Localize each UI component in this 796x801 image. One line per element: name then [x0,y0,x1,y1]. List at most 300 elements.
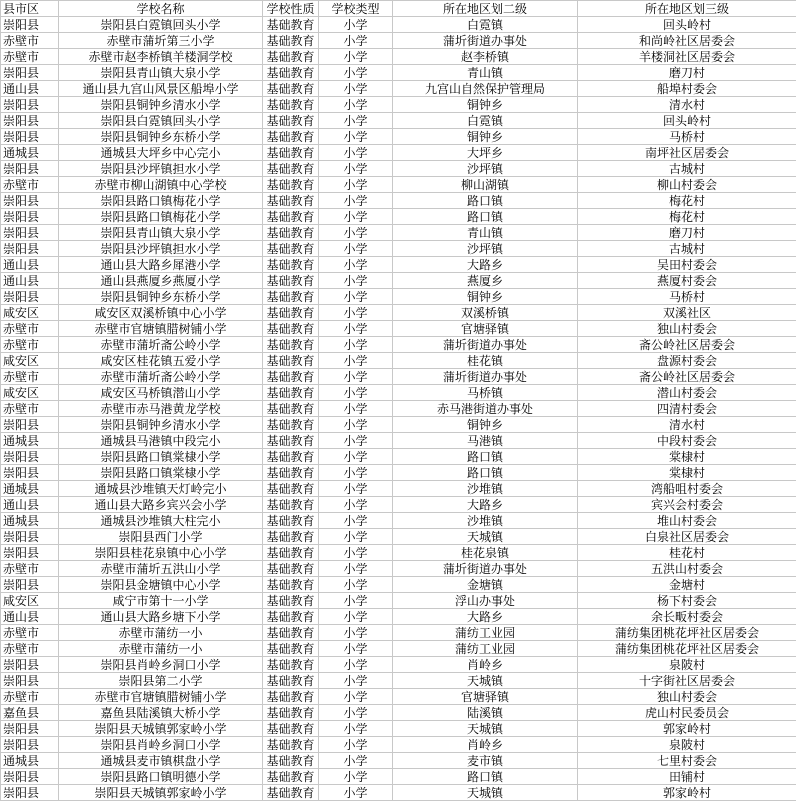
school-type-cell[interactable]: 小学 [319,97,393,113]
county-cell[interactable]: 赤壁市 [1,337,59,353]
region-level3-cell[interactable]: 回头岭村 [578,17,796,33]
region-level2-cell[interactable]: 铜钟乡 [393,97,578,113]
region-level2-cell[interactable]: 蒲纺工业园 [393,625,578,641]
region-level2-cell[interactable]: 蒲圻街道办事处 [393,337,578,353]
region-level3-cell[interactable]: 七里村委会 [578,753,796,769]
school-type-cell[interactable]: 小学 [319,401,393,417]
county-cell[interactable]: 咸安区 [1,353,59,369]
school-name-cell[interactable]: 通城县沙堆镇大柱完小 [59,513,263,529]
region-level2-cell[interactable]: 路口镇 [393,769,578,785]
region-level3-cell[interactable]: 斋公岭社区居委会 [578,369,796,385]
school-name-cell[interactable]: 崇阳县铜钟乡东桥小学 [59,129,263,145]
school-type-cell[interactable]: 小学 [319,641,393,657]
region-level3-cell[interactable]: 湾船咀村委会 [578,481,796,497]
region-level3-cell[interactable]: 马桥村 [578,129,796,145]
county-cell[interactable]: 咸安区 [1,385,59,401]
school-nature-cell[interactable]: 基础教育 [263,417,319,433]
school-nature-cell[interactable]: 基础教育 [263,673,319,689]
school-type-cell[interactable]: 小学 [319,273,393,289]
region-level3-cell[interactable]: 古城村 [578,161,796,177]
school-nature-cell[interactable]: 基础教育 [263,65,319,81]
region-level2-cell[interactable]: 铜钟乡 [393,129,578,145]
region-level3-cell[interactable]: 白泉社区居委会 [578,529,796,545]
county-cell[interactable]: 崇阳县 [1,449,59,465]
school-type-cell[interactable]: 小学 [319,129,393,145]
school-type-cell[interactable]: 小学 [319,625,393,641]
region-level3-cell[interactable]: 虎山村民委员会 [578,705,796,721]
school-nature-cell[interactable]: 基础教育 [263,449,319,465]
region-level3-cell[interactable]: 泉陂村 [578,737,796,753]
school-name-cell[interactable]: 赤壁市官塘镇腊树铺小学 [59,321,263,337]
county-cell[interactable]: 通山县 [1,609,59,625]
school-nature-cell[interactable]: 基础教育 [263,497,319,513]
county-cell[interactable]: 崇阳县 [1,721,59,737]
school-name-cell[interactable]: 赤壁市蒲圻第三小学 [59,33,263,49]
region-level3-cell[interactable]: 郭家岭村 [578,785,796,801]
region-level2-cell[interactable]: 蒲圻街道办事处 [393,369,578,385]
school-type-cell[interactable]: 小学 [319,785,393,801]
region-level3-cell[interactable]: 盘源村委会 [578,353,796,369]
county-cell[interactable]: 通山县 [1,497,59,513]
school-nature-cell[interactable]: 基础教育 [263,593,319,609]
county-cell[interactable]: 崇阳县 [1,161,59,177]
school-nature-cell[interactable]: 基础教育 [263,385,319,401]
region-level2-cell[interactable]: 金塘镇 [393,577,578,593]
region-level2-cell[interactable]: 蒲纺工业园 [393,641,578,657]
school-name-cell[interactable]: 崇阳县第二小学 [59,673,263,689]
school-type-cell[interactable]: 小学 [319,65,393,81]
region-level2-cell[interactable]: 青山镇 [393,65,578,81]
region-level3-cell[interactable]: 磨刀村 [578,65,796,81]
region-level3-cell[interactable]: 田铺村 [578,769,796,785]
school-type-cell[interactable]: 小学 [319,49,393,65]
school-nature-cell[interactable]: 基础教育 [263,529,319,545]
header-school-name[interactable]: 学校名称 [59,1,263,17]
region-level2-cell[interactable]: 浮山办事处 [393,593,578,609]
county-cell[interactable]: 嘉鱼县 [1,705,59,721]
county-cell[interactable]: 崇阳县 [1,225,59,241]
region-level3-cell[interactable]: 梅花村 [578,193,796,209]
school-name-cell[interactable]: 崇阳县桂花泉镇中心小学 [59,545,263,561]
school-nature-cell[interactable]: 基础教育 [263,193,319,209]
school-nature-cell[interactable]: 基础教育 [263,321,319,337]
region-level3-cell[interactable]: 五洪山村委会 [578,561,796,577]
school-type-cell[interactable]: 小学 [319,593,393,609]
county-cell[interactable]: 崇阳县 [1,465,59,481]
school-type-cell[interactable]: 小学 [319,81,393,97]
school-name-cell[interactable]: 通城县马港镇中段完小 [59,433,263,449]
region-level3-cell[interactable]: 船埠村委会 [578,81,796,97]
school-type-cell[interactable]: 小学 [319,561,393,577]
region-level3-cell[interactable]: 中段村委会 [578,433,796,449]
county-cell[interactable]: 崇阳县 [1,529,59,545]
county-cell[interactable]: 崇阳县 [1,209,59,225]
region-level2-cell[interactable]: 双溪桥镇 [393,305,578,321]
school-nature-cell[interactable]: 基础教育 [263,737,319,753]
school-type-cell[interactable]: 小学 [319,337,393,353]
school-nature-cell[interactable]: 基础教育 [263,753,319,769]
region-level2-cell[interactable]: 大路乡 [393,497,578,513]
region-level3-cell[interactable]: 棠棣村 [578,465,796,481]
school-name-cell[interactable]: 崇阳县沙坪镇担水小学 [59,241,263,257]
county-cell[interactable]: 通山县 [1,273,59,289]
school-name-cell[interactable]: 崇阳县金塘镇中心小学 [59,577,263,593]
school-nature-cell[interactable]: 基础教育 [263,145,319,161]
school-name-cell[interactable]: 崇阳县天城镇郭家岭小学 [59,721,263,737]
school-nature-cell[interactable]: 基础教育 [263,545,319,561]
region-level2-cell[interactable]: 肖岭乡 [393,657,578,673]
school-type-cell[interactable]: 小学 [319,753,393,769]
region-level2-cell[interactable]: 赵李桥镇 [393,49,578,65]
region-level2-cell[interactable]: 白霓镇 [393,113,578,129]
region-level2-cell[interactable]: 大坪乡 [393,145,578,161]
school-nature-cell[interactable]: 基础教育 [263,785,319,801]
school-type-cell[interactable]: 小学 [319,609,393,625]
school-name-cell[interactable]: 崇阳县肖岭乡洞口小学 [59,657,263,673]
county-cell[interactable]: 赤壁市 [1,321,59,337]
region-level3-cell[interactable]: 堆山村委会 [578,513,796,529]
county-cell[interactable]: 咸安区 [1,305,59,321]
region-level2-cell[interactable]: 马桥镇 [393,385,578,401]
school-name-cell[interactable]: 崇阳县路口镇棠棣小学 [59,449,263,465]
header-school-type[interactable]: 学校类型 [319,1,393,17]
region-level2-cell[interactable]: 赤马港街道办事处 [393,401,578,417]
school-name-cell[interactable]: 崇阳县青山镇大泉小学 [59,65,263,81]
school-name-cell[interactable]: 赤壁市蒲圻斋公岭小学 [59,337,263,353]
county-cell[interactable]: 赤壁市 [1,401,59,417]
region-level2-cell[interactable]: 桂花泉镇 [393,545,578,561]
school-name-cell[interactable]: 通山县燕厦乡燕厦小学 [59,273,263,289]
school-nature-cell[interactable]: 基础教育 [263,513,319,529]
school-name-cell[interactable]: 崇阳县肖岭乡洞口小学 [59,737,263,753]
county-cell[interactable]: 崇阳县 [1,737,59,753]
county-cell[interactable]: 通城县 [1,145,59,161]
region-level3-cell[interactable]: 柳山村委会 [578,177,796,193]
school-nature-cell[interactable]: 基础教育 [263,273,319,289]
region-level2-cell[interactable]: 沙坪镇 [393,241,578,257]
county-cell[interactable]: 赤壁市 [1,177,59,193]
school-nature-cell[interactable]: 基础教育 [263,129,319,145]
school-nature-cell[interactable]: 基础教育 [263,401,319,417]
region-level3-cell[interactable]: 清水村 [578,417,796,433]
school-name-cell[interactable]: 通山县大路乡宾兴会小学 [59,497,263,513]
region-level3-cell[interactable]: 潜山村委会 [578,385,796,401]
school-name-cell[interactable]: 通城县沙堆镇天灯岭完小 [59,481,263,497]
region-level2-cell[interactable]: 桂花镇 [393,353,578,369]
region-level3-cell[interactable]: 梅花村 [578,209,796,225]
school-nature-cell[interactable]: 基础教育 [263,353,319,369]
region-level3-cell[interactable]: 杨下村委会 [578,593,796,609]
school-type-cell[interactable]: 小学 [319,305,393,321]
school-type-cell[interactable]: 小学 [319,497,393,513]
school-name-cell[interactable]: 崇阳县路口镇梅花小学 [59,209,263,225]
school-name-cell[interactable]: 崇阳县铜钟乡清水小学 [59,97,263,113]
school-type-cell[interactable]: 小学 [319,145,393,161]
school-name-cell[interactable]: 赤壁市蒲纺一小 [59,625,263,641]
school-name-cell[interactable]: 通山县大路乡犀港小学 [59,257,263,273]
school-type-cell[interactable]: 小学 [319,545,393,561]
school-type-cell[interactable]: 小学 [319,321,393,337]
school-nature-cell[interactable]: 基础教育 [263,289,319,305]
school-name-cell[interactable]: 崇阳县天城镇郭家岭小学 [59,785,263,801]
school-type-cell[interactable]: 小学 [319,465,393,481]
school-nature-cell[interactable]: 基础教育 [263,81,319,97]
region-level3-cell[interactable]: 蒲纺集团桃花坪社区居委会 [578,625,796,641]
school-type-cell[interactable]: 小学 [319,193,393,209]
school-type-cell[interactable]: 小学 [319,657,393,673]
region-level3-cell[interactable]: 斋公岭社区居委会 [578,337,796,353]
school-name-cell[interactable]: 咸宁市第十一小学 [59,593,263,609]
region-level3-cell[interactable]: 古城村 [578,241,796,257]
school-type-cell[interactable]: 小学 [319,705,393,721]
school-nature-cell[interactable]: 基础教育 [263,705,319,721]
school-nature-cell[interactable]: 基础教育 [263,561,319,577]
school-nature-cell[interactable]: 基础教育 [263,769,319,785]
region-level2-cell[interactable]: 燕厦乡 [393,273,578,289]
school-type-cell[interactable]: 小学 [319,17,393,33]
school-type-cell[interactable]: 小学 [319,529,393,545]
region-level3-cell[interactable]: 泉陂村 [578,657,796,673]
county-cell[interactable]: 崇阳县 [1,657,59,673]
school-nature-cell[interactable]: 基础教育 [263,609,319,625]
school-nature-cell[interactable]: 基础教育 [263,305,319,321]
region-level3-cell[interactable]: 双溪社区 [578,305,796,321]
school-type-cell[interactable]: 小学 [319,433,393,449]
region-level3-cell[interactable]: 燕厦村委会 [578,273,796,289]
region-level2-cell[interactable]: 官塘驿镇 [393,689,578,705]
county-cell[interactable]: 通山县 [1,257,59,273]
county-cell[interactable]: 赤壁市 [1,641,59,657]
county-cell[interactable]: 通城县 [1,433,59,449]
school-type-cell[interactable]: 小学 [319,289,393,305]
school-type-cell[interactable]: 小学 [319,577,393,593]
school-type-cell[interactable]: 小学 [319,449,393,465]
county-cell[interactable]: 崇阳县 [1,577,59,593]
school-name-cell[interactable]: 崇阳县路口镇棠棣小学 [59,465,263,481]
school-name-cell[interactable]: 崇阳县西门小学 [59,529,263,545]
region-level3-cell[interactable]: 清水村 [578,97,796,113]
region-level2-cell[interactable]: 青山镇 [393,225,578,241]
school-name-cell[interactable]: 咸安区桂花镇五爱小学 [59,353,263,369]
school-nature-cell[interactable]: 基础教育 [263,97,319,113]
region-level3-cell[interactable]: 郭家岭村 [578,721,796,737]
region-level3-cell[interactable]: 独山村委会 [578,689,796,705]
region-level2-cell[interactable]: 沙堆镇 [393,513,578,529]
school-nature-cell[interactable]: 基础教育 [263,721,319,737]
region-level2-cell[interactable]: 白霓镇 [393,17,578,33]
school-name-cell[interactable]: 赤壁市蒲纺一小 [59,641,263,657]
region-level3-cell[interactable]: 十字街社区居委会 [578,673,796,689]
region-level3-cell[interactable]: 四清村委会 [578,401,796,417]
school-name-cell[interactable]: 赤壁市赤马港黄龙学校 [59,401,263,417]
region-level3-cell[interactable]: 桂花村 [578,545,796,561]
school-nature-cell[interactable]: 基础教育 [263,241,319,257]
county-cell[interactable]: 通山县 [1,81,59,97]
region-level2-cell[interactable]: 大路乡 [393,609,578,625]
region-level2-cell[interactable]: 官塘驿镇 [393,321,578,337]
school-nature-cell[interactable]: 基础教育 [263,113,319,129]
county-cell[interactable]: 通城县 [1,481,59,497]
school-name-cell[interactable]: 通山县九宫山风景区船埠小学 [59,81,263,97]
county-cell[interactable]: 崇阳县 [1,785,59,801]
school-nature-cell[interactable]: 基础教育 [263,17,319,33]
school-nature-cell[interactable]: 基础教育 [263,641,319,657]
school-type-cell[interactable]: 小学 [319,161,393,177]
region-level2-cell[interactable]: 路口镇 [393,465,578,481]
region-level3-cell[interactable]: 磨刀村 [578,225,796,241]
school-nature-cell[interactable]: 基础教育 [263,481,319,497]
county-cell[interactable]: 崇阳县 [1,673,59,689]
school-type-cell[interactable]: 小学 [319,113,393,129]
school-type-cell[interactable]: 小学 [319,769,393,785]
region-level2-cell[interactable]: 九宫山自然保护管理局 [393,81,578,97]
region-level2-cell[interactable]: 路口镇 [393,209,578,225]
region-level3-cell[interactable]: 南坪社区居委会 [578,145,796,161]
county-cell[interactable]: 崇阳县 [1,113,59,129]
region-level2-cell[interactable]: 麦市镇 [393,753,578,769]
region-level3-cell[interactable]: 羊楼洞社区居委会 [578,49,796,65]
county-cell[interactable]: 崇阳县 [1,17,59,33]
school-nature-cell[interactable]: 基础教育 [263,433,319,449]
region-level2-cell[interactable]: 蒲圻街道办事处 [393,561,578,577]
county-cell[interactable]: 崇阳县 [1,417,59,433]
school-nature-cell[interactable]: 基础教育 [263,577,319,593]
region-level3-cell[interactable]: 独山村委会 [578,321,796,337]
region-level3-cell[interactable]: 吴田村委会 [578,257,796,273]
school-type-cell[interactable]: 小学 [319,33,393,49]
school-nature-cell[interactable]: 基础教育 [263,369,319,385]
school-name-cell[interactable]: 咸安区马桥镇潜山小学 [59,385,263,401]
county-cell[interactable]: 崇阳县 [1,193,59,209]
region-level3-cell[interactable]: 和尚岭社区居委会 [578,33,796,49]
school-type-cell[interactable]: 小学 [319,257,393,273]
region-level2-cell[interactable]: 路口镇 [393,449,578,465]
region-level2-cell[interactable]: 路口镇 [393,193,578,209]
school-name-cell[interactable]: 崇阳县白霓镇回头小学 [59,17,263,33]
school-type-cell[interactable]: 小学 [319,513,393,529]
school-name-cell[interactable]: 通城县麦市镇棋盘小学 [59,753,263,769]
county-cell[interactable]: 赤壁市 [1,49,59,65]
header-county[interactable]: 县市区 [1,1,59,17]
school-nature-cell[interactable]: 基础教育 [263,225,319,241]
county-cell[interactable]: 崇阳县 [1,65,59,81]
school-nature-cell[interactable]: 基础教育 [263,177,319,193]
region-level3-cell[interactable]: 棠棣村 [578,449,796,465]
school-type-cell[interactable]: 小学 [319,689,393,705]
county-cell[interactable]: 崇阳县 [1,97,59,113]
region-level2-cell[interactable]: 天城镇 [393,529,578,545]
county-cell[interactable]: 赤壁市 [1,625,59,641]
header-region-level2[interactable]: 所在地区划二级 [393,1,578,17]
region-level2-cell[interactable]: 铜钟乡 [393,417,578,433]
school-name-cell[interactable]: 崇阳县沙坪镇担水小学 [59,161,263,177]
school-nature-cell[interactable]: 基础教育 [263,625,319,641]
region-level2-cell[interactable]: 蒲圻街道办事处 [393,33,578,49]
region-level3-cell[interactable]: 回头岭村 [578,113,796,129]
school-name-cell[interactable]: 崇阳县青山镇大泉小学 [59,225,263,241]
school-type-cell[interactable]: 小学 [319,673,393,689]
county-cell[interactable]: 通城县 [1,753,59,769]
school-nature-cell[interactable]: 基础教育 [263,33,319,49]
school-nature-cell[interactable]: 基础教育 [263,689,319,705]
school-name-cell[interactable]: 崇阳县路口镇明德小学 [59,769,263,785]
school-nature-cell[interactable]: 基础教育 [263,257,319,273]
school-type-cell[interactable]: 小学 [319,737,393,753]
county-cell[interactable]: 崇阳县 [1,129,59,145]
school-name-cell[interactable]: 崇阳县铜钟乡清水小学 [59,417,263,433]
region-level3-cell[interactable]: 宾兴会村委会 [578,497,796,513]
school-name-cell[interactable]: 崇阳县白霓镇回头小学 [59,113,263,129]
school-name-cell[interactable]: 崇阳县铜钟乡东桥小学 [59,289,263,305]
county-cell[interactable]: 赤壁市 [1,33,59,49]
school-name-cell[interactable]: 赤壁市赵李桥镇羊楼洞学校 [59,49,263,65]
school-nature-cell[interactable]: 基础教育 [263,465,319,481]
school-type-cell[interactable]: 小学 [319,241,393,257]
county-cell[interactable]: 崇阳县 [1,545,59,561]
header-region-level3[interactable]: 所在地区划三级 [578,1,796,17]
school-type-cell[interactable]: 小学 [319,721,393,737]
region-level3-cell[interactable]: 金塘村 [578,577,796,593]
county-cell[interactable]: 赤壁市 [1,561,59,577]
school-nature-cell[interactable]: 基础教育 [263,337,319,353]
school-nature-cell[interactable]: 基础教育 [263,49,319,65]
school-name-cell[interactable]: 赤壁市柳山湖镇中心学校 [59,177,263,193]
school-name-cell[interactable]: 赤壁市官塘镇腊树铺小学 [59,689,263,705]
region-level2-cell[interactable]: 大路乡 [393,257,578,273]
region-level2-cell[interactable]: 陆溪镇 [393,705,578,721]
region-level3-cell[interactable]: 蒲纺集团桃花坪社区居委会 [578,641,796,657]
region-level2-cell[interactable]: 肖岭乡 [393,737,578,753]
school-type-cell[interactable]: 小学 [319,417,393,433]
county-cell[interactable]: 崇阳县 [1,241,59,257]
region-level3-cell[interactable]: 马桥村 [578,289,796,305]
school-nature-cell[interactable]: 基础教育 [263,209,319,225]
school-name-cell[interactable]: 嘉鱼县陆溪镇大桥小学 [59,705,263,721]
school-nature-cell[interactable]: 基础教育 [263,657,319,673]
county-cell[interactable]: 崇阳县 [1,769,59,785]
region-level2-cell[interactable]: 天城镇 [393,785,578,801]
school-type-cell[interactable]: 小学 [319,369,393,385]
region-level3-cell[interactable]: 余长畈村委会 [578,609,796,625]
region-level2-cell[interactable]: 柳山湖镇 [393,177,578,193]
county-cell[interactable]: 赤壁市 [1,689,59,705]
school-type-cell[interactable]: 小学 [319,385,393,401]
school-type-cell[interactable]: 小学 [319,353,393,369]
region-level2-cell[interactable]: 沙堆镇 [393,481,578,497]
school-name-cell[interactable]: 通城县大坪乡中心完小 [59,145,263,161]
county-cell[interactable]: 咸安区 [1,593,59,609]
school-name-cell[interactable]: 崇阳县路口镇梅花小学 [59,193,263,209]
school-name-cell[interactable]: 咸安区双溪桥镇中心小学 [59,305,263,321]
county-cell[interactable]: 赤壁市 [1,369,59,385]
header-school-nature[interactable]: 学校性质 [263,1,319,17]
school-name-cell[interactable]: 赤壁市蒲圻斋公岭小学 [59,369,263,385]
region-level2-cell[interactable]: 天城镇 [393,721,578,737]
school-type-cell[interactable]: 小学 [319,225,393,241]
region-level2-cell[interactable]: 铜钟乡 [393,289,578,305]
school-type-cell[interactable]: 小学 [319,177,393,193]
region-level2-cell[interactable]: 沙坪镇 [393,161,578,177]
school-name-cell[interactable]: 赤壁市蒲圻五洪山小学 [59,561,263,577]
school-type-cell[interactable]: 小学 [319,209,393,225]
county-cell[interactable]: 崇阳县 [1,289,59,305]
region-level2-cell[interactable]: 天城镇 [393,673,578,689]
region-level2-cell[interactable]: 马港镇 [393,433,578,449]
county-cell[interactable]: 通城县 [1,513,59,529]
school-name-cell[interactable]: 通山县大路乡塘下小学 [59,609,263,625]
school-type-cell[interactable]: 小学 [319,481,393,497]
school-nature-cell[interactable]: 基础教育 [263,161,319,177]
